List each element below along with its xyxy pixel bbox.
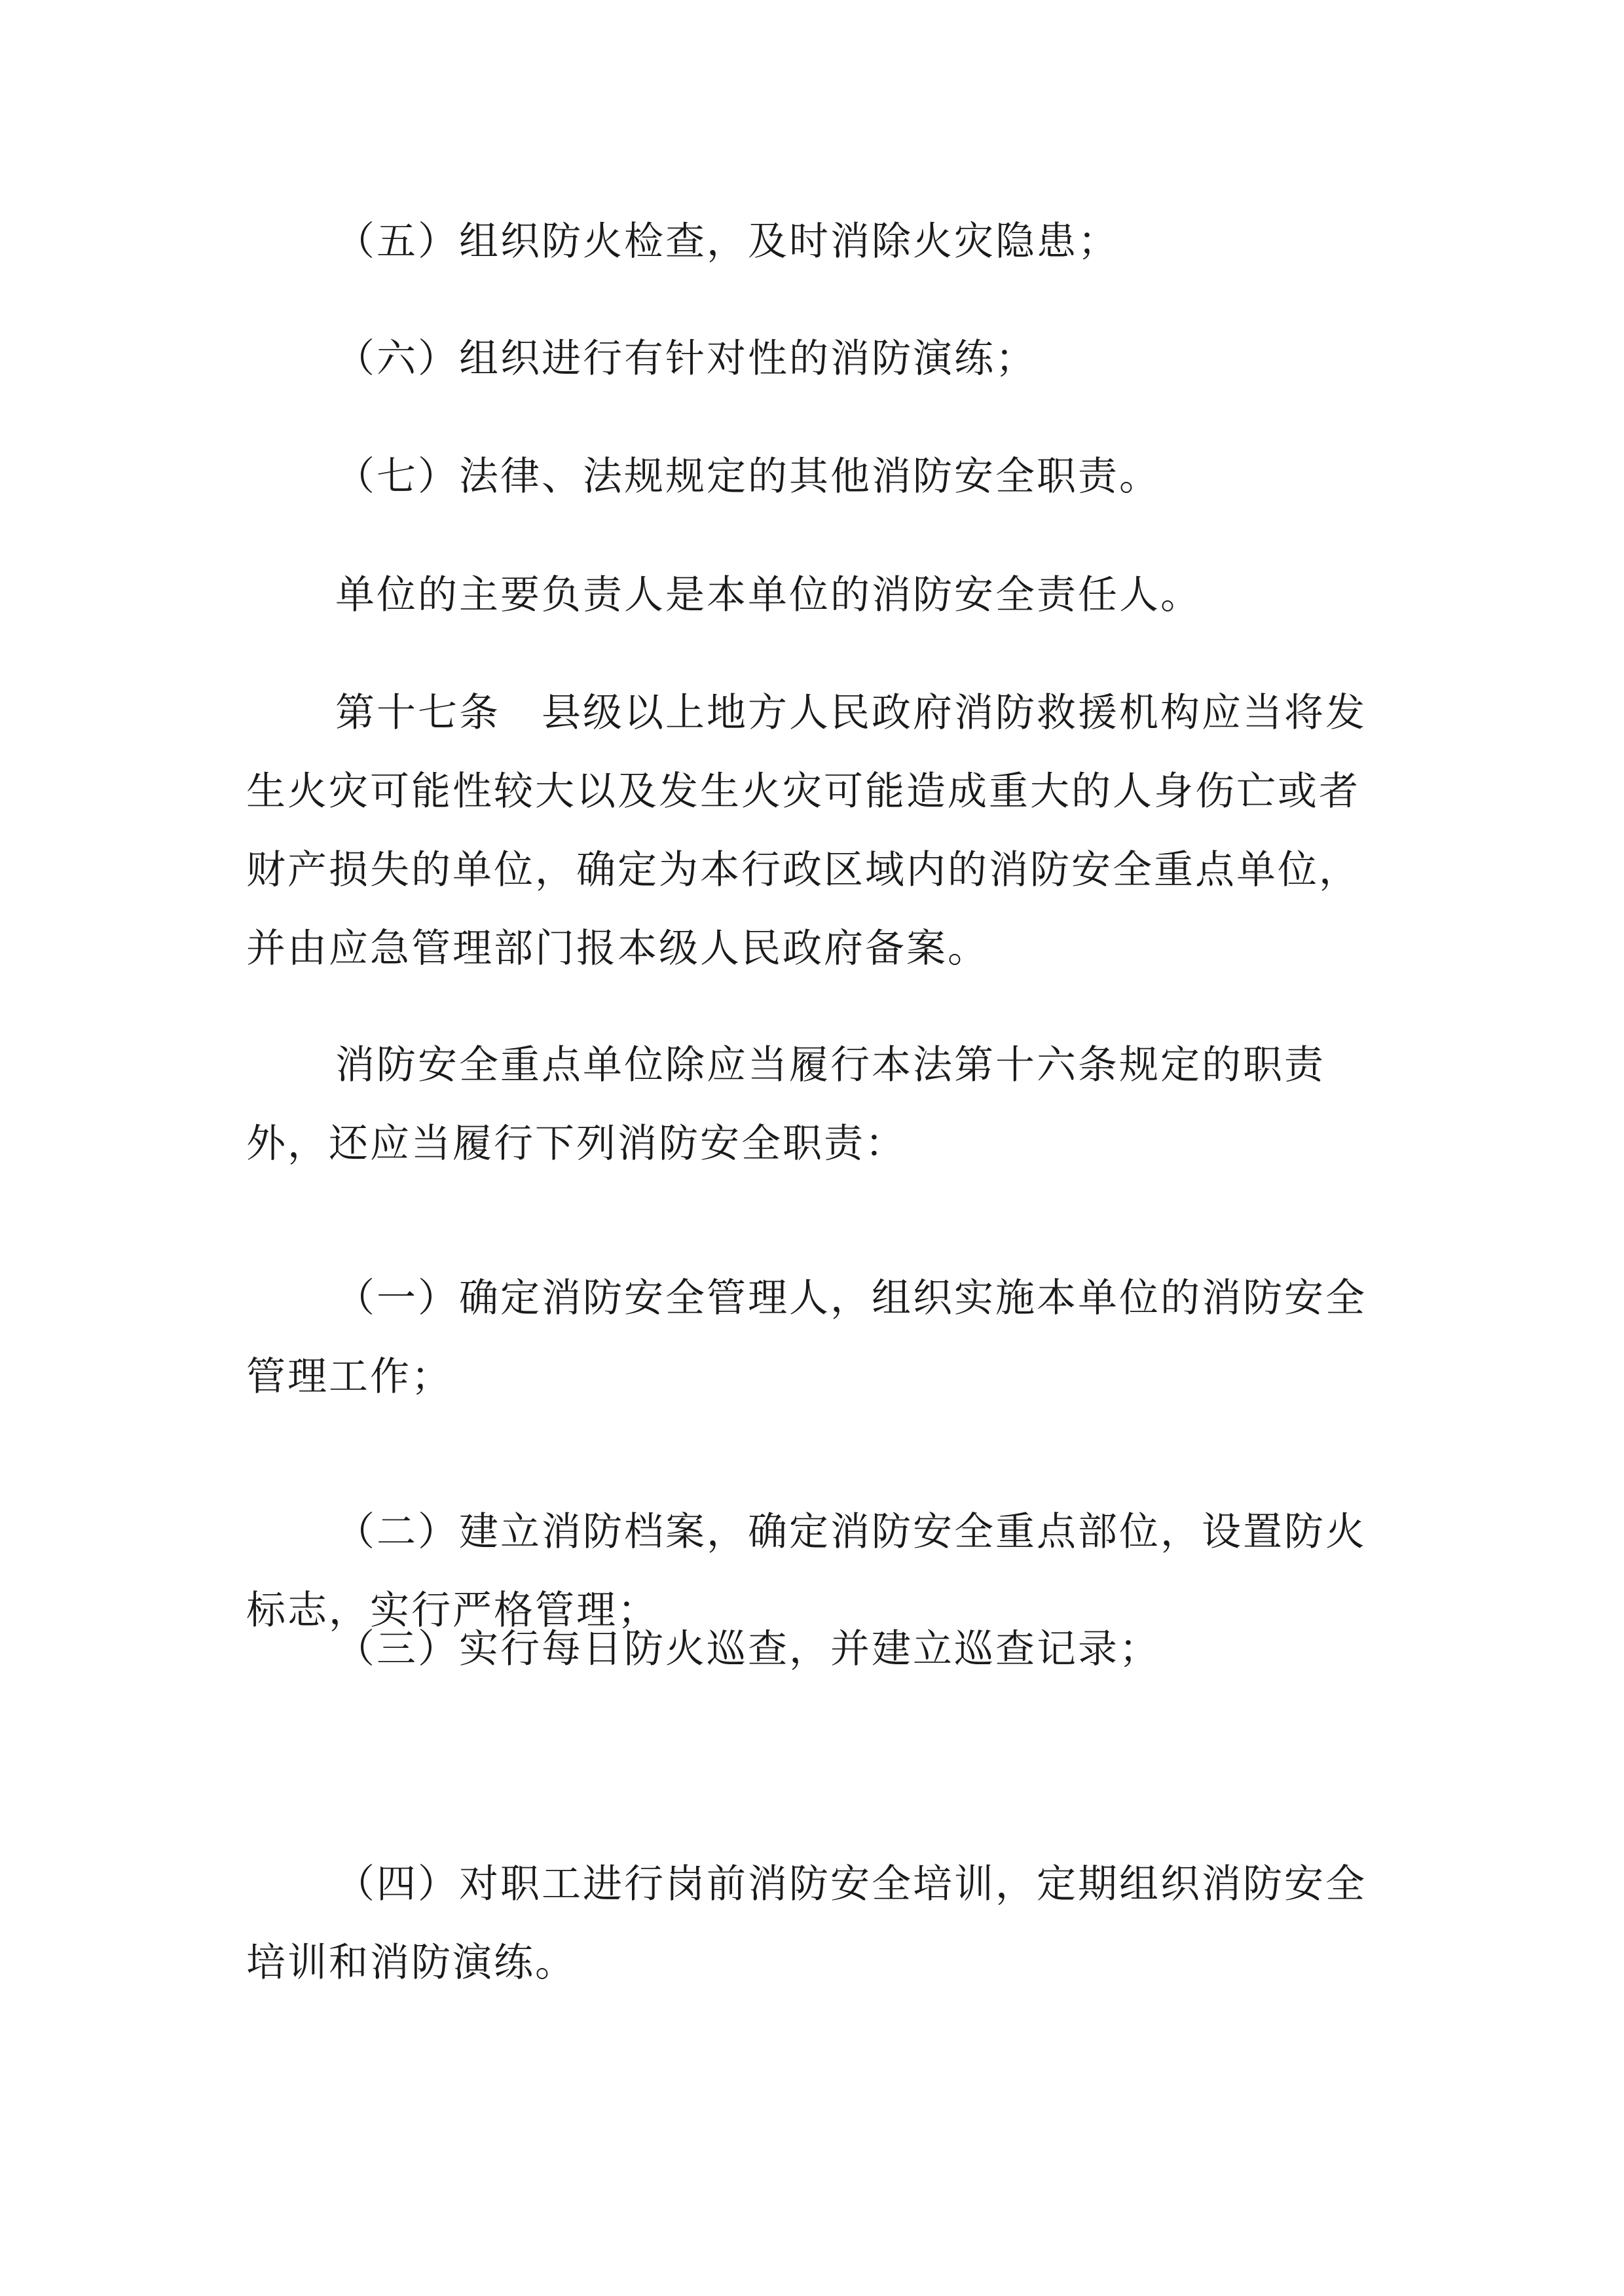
paragraph-responsible-person: 单位的主要负责人是本单位的消防安全责任人。 bbox=[335, 572, 1202, 618]
paragraph-duty-2: （二）建立消防档案，确定消防安全重点部位，设置防火标志，实行严格管理； bbox=[246, 1509, 1367, 1633]
paragraph-article-17: 第十七条 县级以上地方人民政府消防救援机构应当将发生火灾可能性较大以及发生火灾可能造成重大的人身伤亡或者财产损失的单位，确定为本行政区域内的消防安全重点单位，并由应急管理部门报本级人民政府备案。 bbox=[246, 690, 1367, 972]
paragraph-item-7: （七）法律、法规规定的其他消防安全职责。 bbox=[335, 454, 1160, 500]
paragraph-key-units-duties: 消防安全重点单位除应当履行本法第十六条规定的职责外，还应当履行下列消防安全职责： bbox=[246, 1042, 1325, 1167]
paragraph-duty-4: （四）对职工进行岗前消防安全培训，定期组织消防安全培训和消防演练。 bbox=[246, 1861, 1367, 1986]
paragraph-item-5: （五）组织防火检查，及时消除火灾隐患； bbox=[335, 219, 1119, 264]
paragraph-item-6: （六）组织进行有针对性的消防演练； bbox=[335, 336, 1037, 382]
paragraph-duty-1: （一）确定消防安全管理人，组织实施本单位的消防安全管理工作； bbox=[246, 1275, 1367, 1400]
paragraph-duty-3: （三）实行每日防火巡查，并建立巡查记录； bbox=[335, 1626, 1160, 1672]
